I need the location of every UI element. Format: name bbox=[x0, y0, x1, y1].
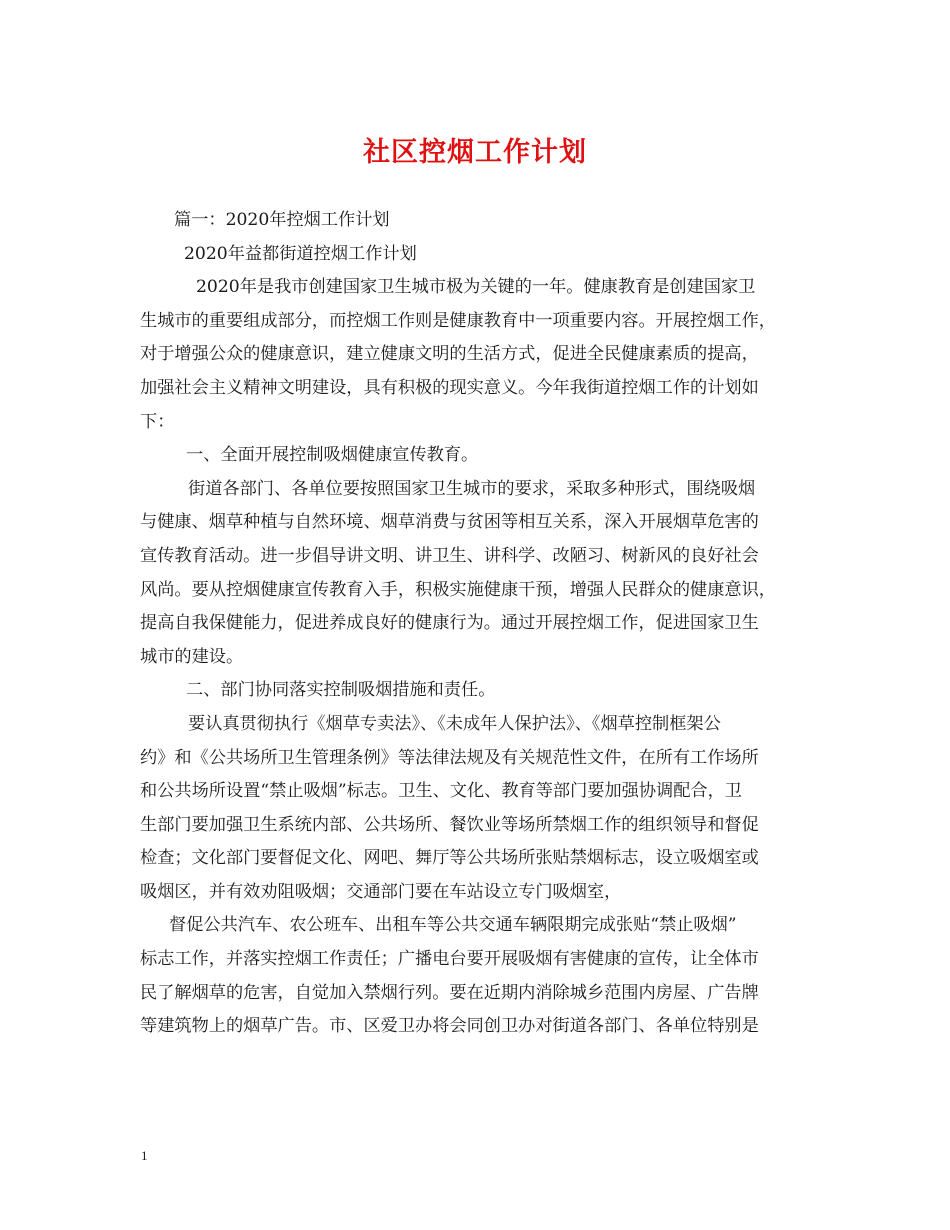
page-number: 1 bbox=[141, 1148, 148, 1163]
paragraph-line: 吸烟区，并有效劝阻吸烟；交通部门要在车站设立专门吸烟室， bbox=[140, 881, 622, 902]
paragraph-line: 生部门要加强卫生系统内部、公共场所、餐饮业等场所禁烟工作的组织领导和督促 bbox=[140, 814, 759, 835]
document-body bbox=[140, 204, 816, 1044]
paragraph-line: 街道各部门、各单位要按照国家卫生城市的要求，采取多种形式，围绕吸烟 bbox=[188, 478, 756, 499]
paragraph-line: 督促公共汽车、农公班车、出租车等公共交通车辆限期完成张贴“禁止吸烟” bbox=[169, 915, 737, 936]
section-heading: 篇一：2020年控烟工作计划 bbox=[174, 210, 390, 230]
paragraph-line: 对于增强公众的健康意识，建立健康文明的生活方式，促进全民健康素质的提高， bbox=[140, 344, 759, 365]
paragraph-line: 要认真贯彻执行《烟草专卖法》、《未成年人保护法》、《烟草控制框架公 bbox=[188, 713, 721, 734]
document-title: 社区控烟工作计划 bbox=[363, 137, 587, 168]
paragraph-line: 约》和《公共场所卫生管理条例》等法律法规及有关规范性文件，在所有工作场所 bbox=[140, 747, 759, 768]
section-heading: 一、全面开展控制吸烟健康宣传教育。 bbox=[186, 445, 479, 466]
paragraph-line: 与健康、烟草种植与自然环境、烟草消费与贫困等相互关系，深入开展烟草危害的 bbox=[140, 512, 759, 533]
section-heading: 二、部门协同落实控制吸烟措施和责任。 bbox=[186, 680, 496, 701]
paragraph-line: 和公共场所设置“禁止吸烟”标志。卫生、文化、教育等部门要加强协调配合，卫 bbox=[140, 781, 742, 802]
sub-heading: 2020年益都街道控烟工作计划 bbox=[184, 243, 417, 264]
paragraph-line: 生城市的重要组成部分，而控烟工作则是健康教育中一项重要内容。开展控烟工作， bbox=[140, 310, 776, 331]
paragraph-line: 标志工作，并落实控烟工作责任；广播电台要开展吸烟有害健康的宣传，让全体市 bbox=[140, 949, 759, 970]
paragraph-line: 2020年是我市创建国家卫生城市极为关键的一年。健康教育是创建国家卫 bbox=[196, 277, 756, 298]
paragraph-line: 检查；文化部门要督促文化、网吧、舞厅等公共场所张贴禁烟标志，设立吸烟室或 bbox=[140, 848, 759, 869]
paragraph-line: 风尚。要从控烟健康宣传教育入手，积极实施健康干预，增强人民群众的健康意识， bbox=[140, 579, 776, 600]
paragraph-line: 等建筑物上的烟草广告。市、区爱卫办将会同创卫办对街道各部门、各单位特别是 bbox=[140, 1016, 759, 1037]
paragraph-line: 宣传教育活动。进一步倡导讲文明、讲卫生、讲科学、改陋习、树新风的良好社会 bbox=[140, 545, 759, 566]
paragraph-line: 提高自我保健能力，促进养成良好的健康行为。通过开展控烟工作，促进国家卫生 bbox=[140, 613, 759, 634]
paragraph-line: 下： bbox=[140, 411, 175, 432]
paragraph-line: 民了解烟草的危害，自觉加入禁烟行列。要在近期内消除城乡范围内房屋、广告牌 bbox=[140, 982, 759, 1003]
paragraph-line: 城市的建设。 bbox=[140, 646, 244, 667]
paragraph-line: 加强社会主义精神文明建设，具有积极的现实意义。今年我街道控烟工作的计划如 bbox=[140, 377, 759, 398]
